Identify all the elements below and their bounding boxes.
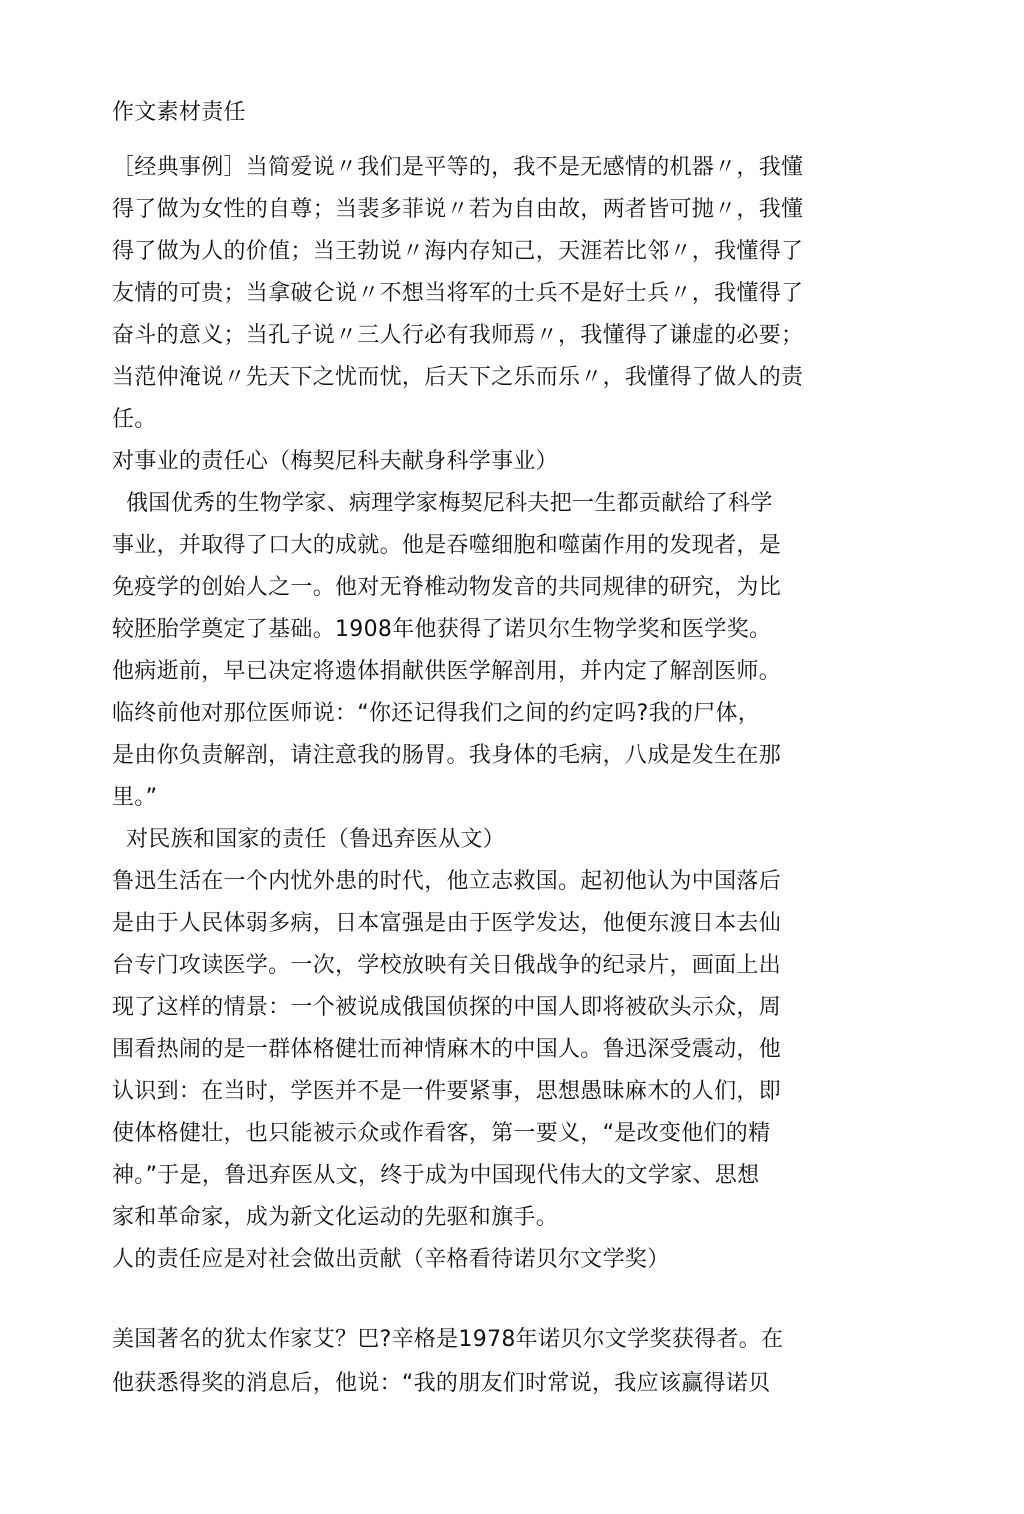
text-line: 免疫学的创始人之一。他对无脊椎动物发音的共同规律的研究，为比	[112, 575, 782, 600]
text-line: 他病逝前，早已决定将遗体捐献供医学解剖用，并内定了解剖医师。	[112, 659, 782, 684]
text-line: 现了这样的情景：一个被说成俄国侦探的中国人即将被砍头示众，周	[112, 995, 782, 1020]
text-line: 里。”	[112, 785, 158, 810]
section-heading: 对事业的责任心（梅契尼科夫献身科学事业）	[112, 449, 559, 474]
text-line: 当范仲淹说〃先天下之忧而忧，后天下之乐而乐〃，我懂得了做人的责	[112, 365, 804, 390]
text-line: 临终前他对那位医师说：“你还记得我们之间的约定吗?我的尸体，	[112, 701, 761, 726]
text-line: 得了做为人的价值；当王勃说〃海内存知己，天涯若比邻〃，我懂得了	[112, 239, 804, 264]
text-line: ［经典事例］当简爱说〃我们是平等的，我不是无感情的机器〃，我懂	[112, 155, 804, 180]
text-line: 俄国优秀的生物学家、病理学家梅契尼科夫把一生都贡献给了科学	[126, 491, 773, 516]
text-line: 围看热闹的是一群体格健壮而神情麻木的中国人。鲁迅深受震动，他	[112, 1037, 782, 1062]
text-line: 友情的可贵；当拿破仑说〃不想当将军的士兵不是好士兵〃，我懂得了	[112, 281, 804, 306]
text-line: 台专门攻读医学。一次，学校放映有关日俄战争的纪录片，画面上出	[112, 953, 782, 978]
section-heading: 人的责任应是对社会做出贡献（辛格看待诺贝尔文学奖）	[112, 1247, 670, 1272]
text-line: 家和革命家，成为新文化运动的先驱和旗手。	[112, 1205, 559, 1230]
text-line: 事业，并取得了口大的成就。他是吞噬细胞和噬菌作用的发现者，是	[112, 533, 782, 558]
text-line: 是由于人民体弱多病，日本富强是由于医学发达，他便东渡日本去仙	[112, 911, 782, 936]
text-line: 任。	[112, 407, 157, 432]
section-heading: 对民族和国家的责任（鲁迅弃医从文）	[126, 827, 506, 852]
text-line: 美国著名的犹太作家艾？巴?辛格是1978年诺贝尔文学奖获得者。在	[112, 1327, 784, 1352]
text-line: 神。”于是，鲁迅弃医从文，终于成为中国现代伟大的文学家、思想	[112, 1163, 760, 1188]
text-line: 他获悉得奖的消息后，他说：“我的朋友们时常说，我应该赢得诺贝	[112, 1371, 771, 1396]
document-title: 作文素材责任	[112, 100, 246, 125]
text-line: 奋斗的意义；当孔子说〃三人行必有我师焉〃，我懂得了谦虚的必要；	[112, 323, 804, 348]
text-line: 认识到：在当时，学医并不是一件要紧事，思想愚昧麻木的人们，即	[112, 1079, 782, 1104]
text-line: 得了做为女性的自尊；当裴多菲说〃若为自由故，两者皆可抛〃，我懂	[112, 197, 804, 222]
text-line: 较胚胎学奠定了基础。1908年他获得了诺贝尔生物学奖和医学奖。	[112, 617, 772, 642]
text-line: 使体格健壮，也只能被示众或作看客，第一要义，“是改变他们的精	[112, 1121, 771, 1146]
text-line: 是由你负责解剖，请注意我的肠胃。我身体的毛病，八成是发生在那	[112, 743, 782, 768]
text-line: 鲁迅生活在一个内忧外患的时代，他立志救国。起初他认为中国落后	[112, 869, 782, 894]
